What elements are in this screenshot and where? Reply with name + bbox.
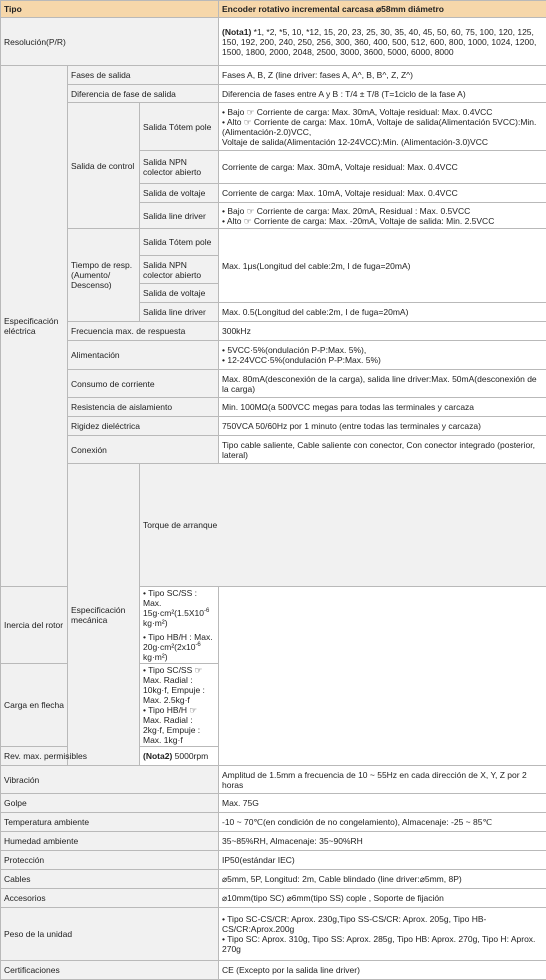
row-diferencia <box>1 85 546 103</box>
row-certificaciones <box>1 961 546 980</box>
especificacion-electrica-label: Especificación eléctrica <box>1 66 68 587</box>
row-aislamiento <box>1 398 546 417</box>
control-voltaje-value: Corriente de carga: Max. 10mA, Voltaje residual: Max. 0.4VCC <box>219 184 546 203</box>
rev-max-label: Rev. max. permisibles <box>1 747 140 766</box>
proteccion-value: IP50(estándar IEC) <box>219 851 546 870</box>
tiempo-npn-label: Salida NPN colector abierto <box>140 256 219 284</box>
fases-label: Fases de salida <box>68 66 219 85</box>
tiempo-group-value: Max. 1μs(Longitud del cable:2m, I de fuga=20mA) <box>219 229 546 303</box>
row-frecuencia <box>1 322 546 341</box>
header-row <box>1 1 546 18</box>
control-totem-line1: • Bajo ☞ Corriente de carga: Max. 30mA, Voltaje residual: Max. 0.4VCC <box>222 107 543 117</box>
nota2-label: (Nota2) <box>143 751 172 761</box>
inercia-line1-unit: kg·m²) <box>143 618 168 628</box>
row-proteccion <box>1 851 546 870</box>
salida-control-label: Salida de control <box>68 103 140 229</box>
cables-value: ⌀5mm, 5P, Longitud: 2m, Cable blindado (line driver:⌀5mm, 8P) <box>219 870 546 889</box>
alimentacion-value <box>219 341 546 370</box>
row-tiempo-totem <box>1 229 546 256</box>
row-golpe <box>1 794 546 813</box>
control-totem-label: Salida Tótem pole <box>140 103 219 151</box>
inercia-line1-exponent: -6 <box>204 608 209 614</box>
inercia-line2-unit: kg·m²) <box>143 652 168 662</box>
vibracion-value: Amplitud de 1.5mm a frecuencia de 10 ~ 55Hz en cada dirección de X, Y, Z por 2 horas <box>219 766 546 794</box>
humedad-label: Humedad ambiente <box>1 832 219 851</box>
peso-label: Peso de la unidad <box>1 908 219 961</box>
especificacion-mecanica-label: Especificación mecánica <box>68 464 140 766</box>
rev-max-number: 5000rpm <box>172 751 208 761</box>
resolucion-label: Resolución(P/R) <box>1 18 219 66</box>
rev-max-value <box>140 747 219 766</box>
peso-line2: • Tipo SC: Aprox. 310g, Tipo SS: Aprox. 285g, Tipo HB: Aprox. 270g, Tipo H: Aprox. 270g <box>222 934 543 954</box>
frecuencia-value: 300kHz <box>219 322 546 341</box>
vibracion-label: Vibración <box>1 766 219 794</box>
control-totem-line3: Voltaje de salida(Alimentación 12-24VCC):Min. (Alimentación-3.0)VCC <box>222 137 543 147</box>
diferencia-label: Diferencia de fase de salida <box>68 85 219 103</box>
row-resolucion <box>1 18 546 66</box>
row-alimentacion <box>1 341 546 370</box>
row-consumo <box>1 370 546 398</box>
alimentacion-line1: • 5VCC·5%(ondulación P-P:Max. 5%), <box>222 345 543 355</box>
resolucion-value <box>219 18 546 66</box>
inercia-label: Inercia del rotor <box>1 587 140 664</box>
alimentacion-line2: • 12-24VCC·5%(ondulación P-P:Max. 5%) <box>222 355 543 365</box>
row-torque <box>1 464 546 587</box>
control-line-label: Salida line driver <box>140 203 219 229</box>
tipo-header: Tipo <box>1 1 219 18</box>
torque-label: Torque de arranque <box>140 464 546 587</box>
control-totem-line2: • Alto ☞ Corriente de carga: Max. 10mA, Voltaje de salida(Alimentación 5VCC):Min. (Alimentación-2.0)VCC, <box>222 117 543 137</box>
humedad-value: 35~85%RH, Almacenaje: 35~90%RH <box>219 832 546 851</box>
control-npn-label: Salida NPN colector abierto <box>140 151 219 184</box>
carga-flecha-label: Carga en flecha <box>1 664 140 747</box>
conexion-label: Conexión <box>68 436 219 464</box>
row-vibracion <box>1 766 546 794</box>
row-control-totem <box>1 103 546 151</box>
tiempo-voltaje-label: Salida de voltaje <box>140 284 219 303</box>
nota1-label: (Nota1) <box>222 27 251 37</box>
row-fases <box>1 66 546 85</box>
rigidez-value: 750VCA 50/60Hz por 1 minuto (entre todas las terminales y carcaza) <box>219 417 546 436</box>
tiempo-totem-label: Salida Tótem pole <box>140 229 219 256</box>
tiempo-line-value: Max. 0.5(Longitud del cable:2m, I de fuga=20mA) <box>219 303 546 322</box>
aislamiento-value: Min. 100MΩ(a 500VCC megas para todas las terminales y carcaza <box>219 398 546 417</box>
peso-line1: • Tipo SC-CS/CR: Aprox. 230g,Tipo SS-CS/CR: Aprox. 205g, Tipo HB-CS/CR:Aprox.200g <box>222 914 543 934</box>
inercia-line2-text: • Tipo HB/H : Max. 20g·cm²(2x10 <box>143 632 213 652</box>
temperatura-label: Temperatura ambiente <box>1 813 219 832</box>
certificaciones-value: CE (Excepto por la salida line driver) <box>219 961 546 980</box>
inercia-line1-text: • Tipo SC/SS : Max. 15g·cm²(1.5X10 <box>143 588 204 618</box>
temperatura-value: -10 ~ 70℃(en condición de no congelamiento), Almacenaje: -25 ~ 85℃ <box>219 813 546 832</box>
row-rigidez <box>1 417 546 436</box>
consumo-label: Consumo de corriente <box>68 370 219 398</box>
alimentacion-label: Alimentación <box>68 341 219 370</box>
rigidez-label: Rigidez dieléctrica <box>68 417 219 436</box>
row-carga-flecha <box>1 664 546 747</box>
carga-flecha-line1: • Tipo SC/SS ☞ Max. Radial : 10kg·f, Empuje : Max. 2.5kg·f <box>143 665 215 705</box>
proteccion-label: Protección <box>1 851 219 870</box>
cables-label: Cables <box>1 870 219 889</box>
control-voltaje-label: Salida de voltaje <box>140 184 219 203</box>
inercia-value <box>140 587 219 664</box>
control-totem-value <box>219 103 546 151</box>
accesorios-value: ⌀10mm(tipo SC) ⌀6mm(tipo SS) cople , Soporte de fijación <box>219 889 546 908</box>
conexion-value: Tipo cable saliente, Cable saliente con conector, Con conector integrado (posterior, lateral) <box>219 436 546 464</box>
control-line-line1: • Bajo ☞ Corriente de carga: Max. 20mA, Residual : Max. 0.5VCC <box>222 206 543 216</box>
row-humedad <box>1 832 546 851</box>
golpe-value: Max. 75G <box>219 794 546 813</box>
aislamiento-label: Resistencia de aislamiento <box>68 398 219 417</box>
control-line-value <box>219 203 546 229</box>
certificaciones-label: Certificaciones <box>1 961 219 980</box>
tiempo-line-label: Salida line driver <box>140 303 219 322</box>
inercia-line2 <box>143 632 215 662</box>
row-peso <box>1 908 546 961</box>
tiempo-resp-label: Tiempo de resp. (Aumento/ Descenso) <box>68 229 140 322</box>
row-inercia <box>1 587 546 664</box>
inercia-line2-exponent: -6 <box>195 642 200 648</box>
row-rev-max <box>1 747 546 766</box>
peso-value <box>219 908 546 961</box>
row-accesorios <box>1 889 546 908</box>
row-temperatura <box>1 813 546 832</box>
control-npn-value: Corriente de carga: Max. 30mA, Voltaje residual: Max. 0.4VCC <box>219 151 546 184</box>
resolucion-list: *1, *2, *5, 10, *12, 15, 20, 23, 25, 30, 35, 40, 45, 50, 60, 75, 100, 120, 125, 150, 192, 200, 240, 250, 256, 300, 360, 400, 500, 512, 600, 800, 1000, 1024, 1200, 1500, 1800, 2000, 2048, 2500, 3000, 3600, 5000, 6000, 8000 <box>222 27 536 57</box>
carga-flecha-value <box>140 664 219 747</box>
frecuencia-label: Frecuencia max. de respuesta <box>68 322 219 341</box>
row-cables <box>1 870 546 889</box>
accesorios-label: Accesorios <box>1 889 219 908</box>
product-title: Encoder rotativo incremental carcasa ⌀58mm diámetro <box>219 1 546 18</box>
diferencia-value: Diferencia de fases entre A y B : T/4 ± T/8 (T=1ciclo de la fase A) <box>219 85 546 103</box>
row-conexion <box>1 436 546 464</box>
carga-flecha-line2: • Tipo HB/H ☞ Max. Radial : 2kg·f, Empuje : Max. 1kg·f <box>143 705 215 745</box>
control-line-line2: • Alto ☞ Corriente de carga: Max. -20mA, Voltaje de salida: Min. 2.5VCC <box>222 216 543 226</box>
fases-value: Fases A, B, Z (line driver: fases A, A^, B, B^, Z, Z^) <box>219 66 546 85</box>
golpe-label: Golpe <box>1 794 219 813</box>
inercia-line1 <box>143 588 215 628</box>
consumo-value: Max. 80mA(desconexión de la carga), salida line driver:Max. 50mA(desconexión de la carga) <box>219 370 546 398</box>
